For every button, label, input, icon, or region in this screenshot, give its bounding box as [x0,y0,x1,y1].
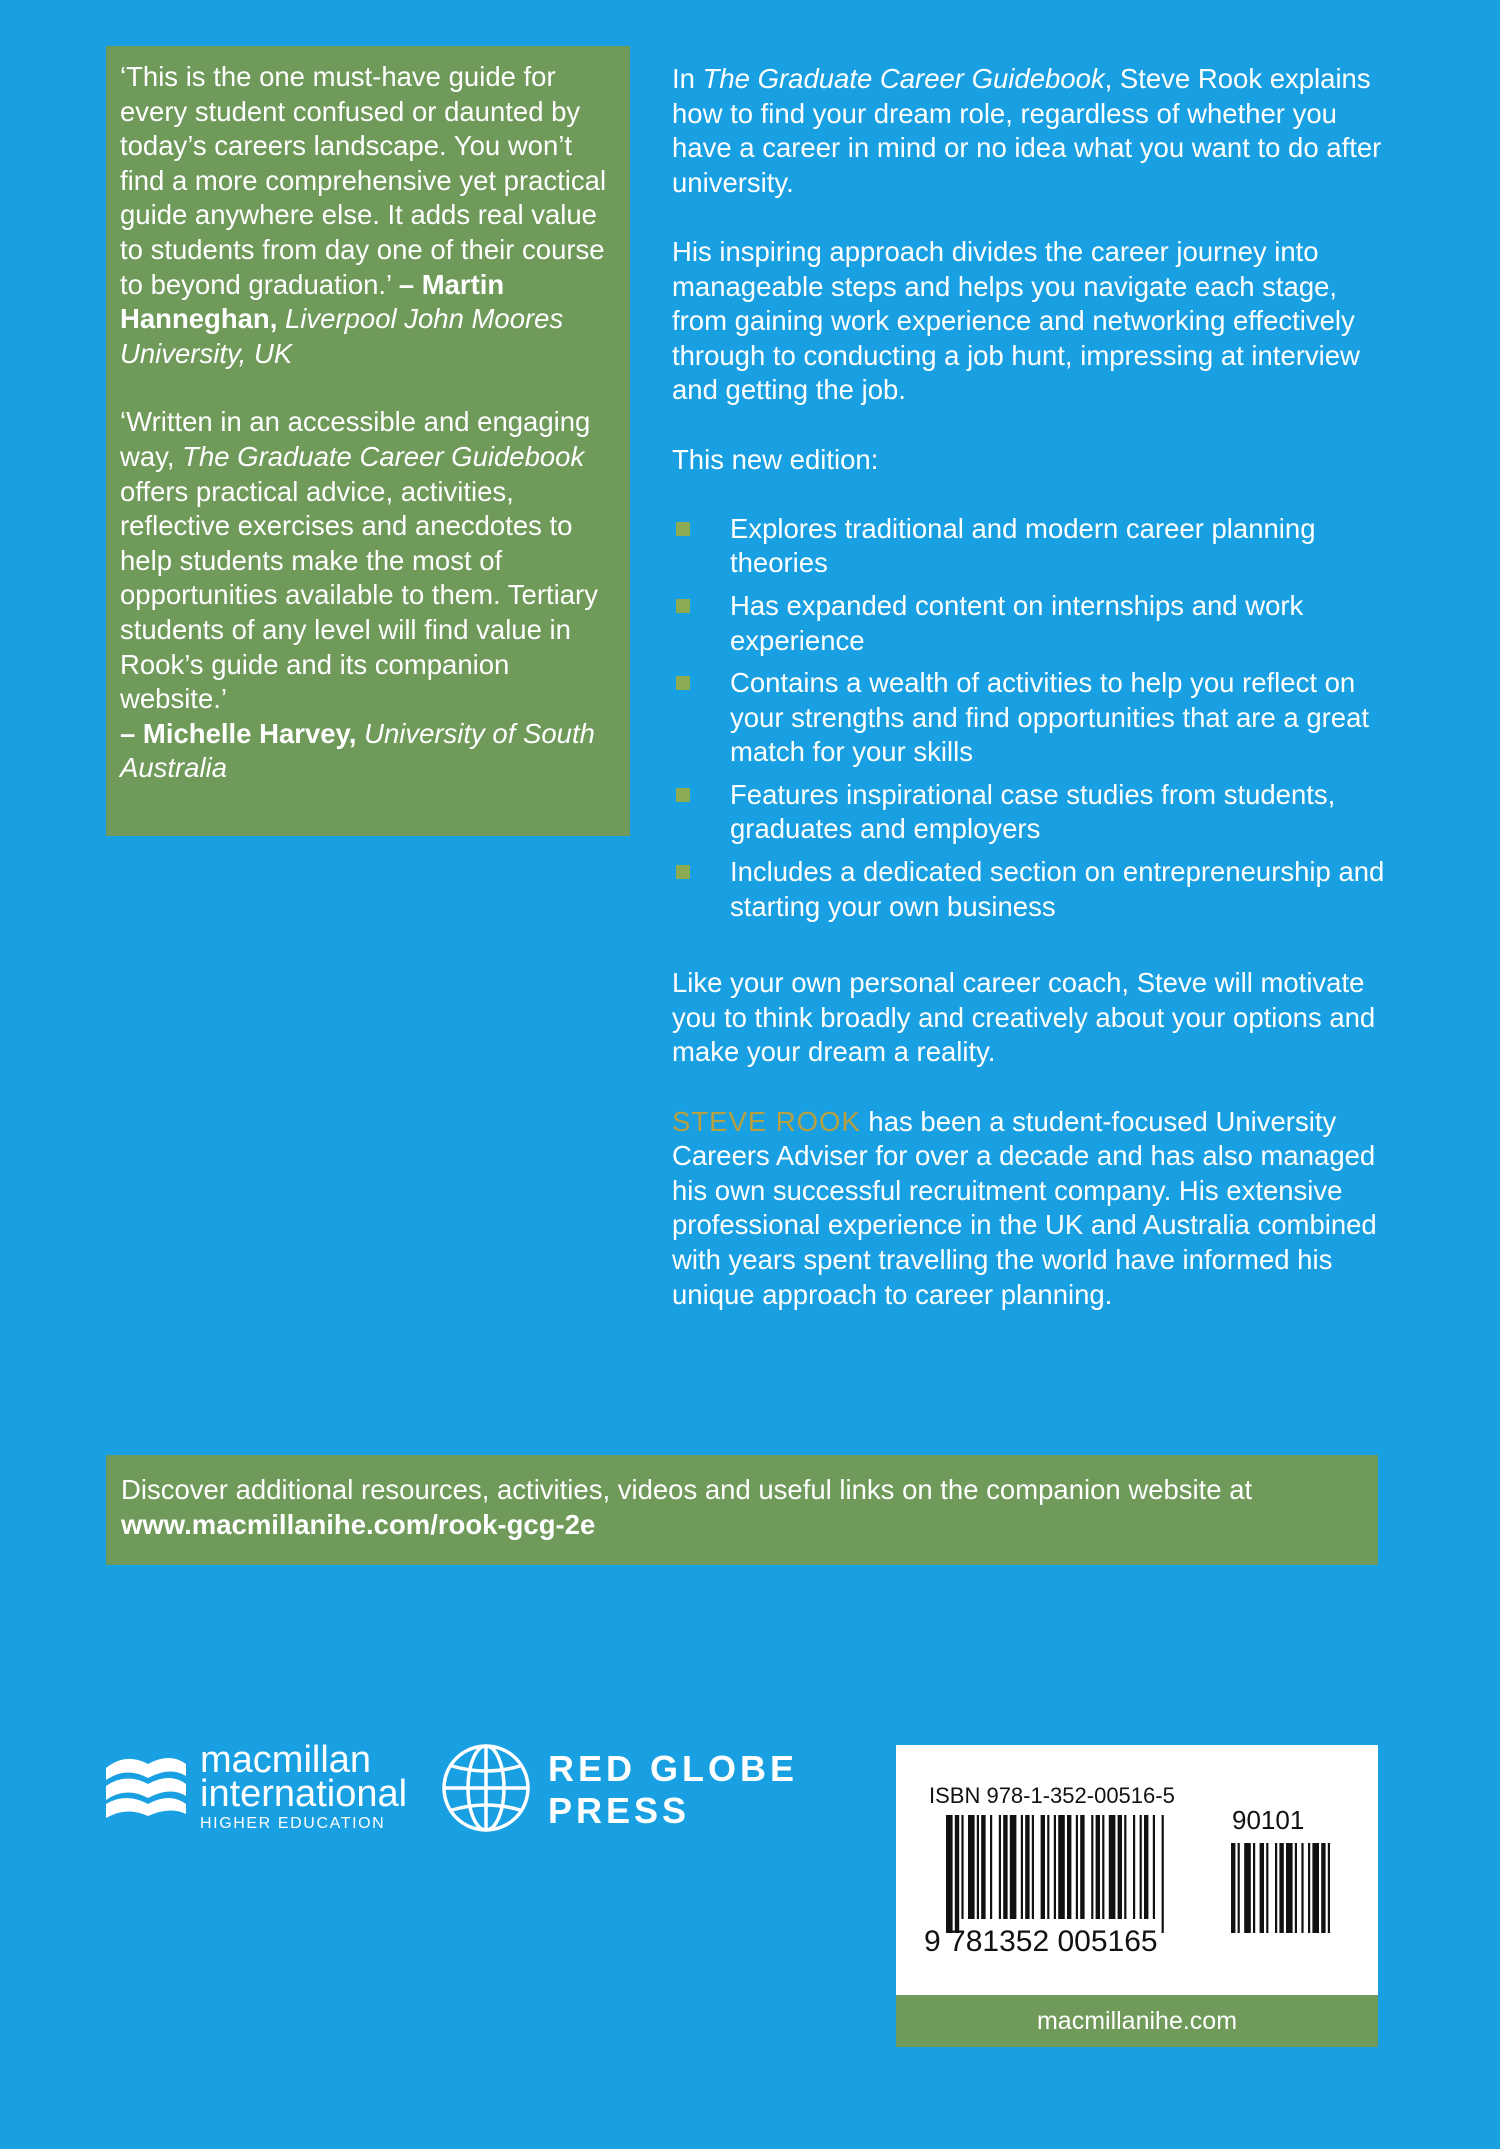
feature-list [672,512,1392,925]
barcode-bar [1140,1815,1142,1919]
list-item-text: Features inspirational case studies from students, graduates and employers [730,778,1336,845]
barcode-panel [896,1745,1378,1995]
coach-paragraph: Like your own personal career coach, Steve will motivate you to think broadly and creatively about your options and make your dream a reality. [672,967,1376,1068]
barcode-bar [955,1815,959,1933]
intro-suffix: , Steve Rook explains how to find your dream role, regardless of whether you have a career in mind or no idea what you want to do after university. [672,63,1382,198]
bullet-square-icon [676,676,690,690]
barcode-addon-bar [1279,1843,1283,1933]
barcode-addon: 90101 [1232,1805,1305,1835]
imprint-line1: RED GLOBE [548,1748,799,1789]
barcode-bar [981,1815,985,1919]
barcode-bar [1091,1815,1093,1919]
barcode-bar [1080,1815,1084,1919]
imprint-line2: PRESS [548,1790,691,1831]
website-banner-text: Discover additional resources, activities, videos and useful links on the companion website at [121,1474,1253,1505]
intro-prefix: In [672,63,703,94]
testimonial-2-text-end: offers practical advice, activities, reflective exercises and anecdotes to help students make the most of opportunities available to them. Tertiary students of any level will find value in Rook’s guide and its companion website.’ [120,475,598,715]
list-item-text: Explores traditional and modern career planning theories [730,512,1316,579]
barcode-bar [1010,1815,1017,1919]
bullet-square-icon [676,865,690,879]
testimonial-2-book-title: The Graduate Career Guidebook [182,440,585,472]
barcode-addon-bar [1231,1843,1235,1933]
imprint-wordmark [548,1748,798,1832]
barcode-bar [968,1815,975,1919]
barcode-addon-bar [1286,1843,1293,1933]
barcode-addon-bar [1244,1843,1251,1933]
barcode-bar [1058,1815,1065,1919]
publisher-wordmark [200,1741,407,1832]
testimonial-2-author: – Michelle Harvey, [120,717,357,749]
bullet-square-icon [676,599,690,613]
barcode-addon-bar [1275,1843,1277,1933]
barcode-bar [1133,1815,1135,1919]
testimonial-1-text: ‘This is the one must-have guide for every student confused or daunted by today’s careers landscape. You won’t find a more comprehensive yet practical guide anywhere else. It adds real value to students from day one of their course to beyond graduation.’ [120,61,607,300]
list-item [672,666,1392,770]
barcode-bar [1124,1815,1126,1919]
edition-label: This new edition: [672,443,879,475]
barcode-bar [977,1815,979,1919]
barcode-bar [961,1815,963,1919]
barcode-bar [1047,1815,1049,1919]
publisher-name-line3: HIGHER EDUCATION [200,1815,386,1832]
intro-book-title: The Graduate Career Guidebook [702,63,1105,94]
companion-website-banner [106,1455,1378,1565]
globe-icon [440,1742,532,1834]
testimonial-1-affiliation: Liverpool John Moores University, UK [120,303,564,369]
barcode-bar [946,1815,953,1933]
description-column [672,62,1392,1347]
barcode-bar [999,1815,1001,1919]
barcode-addon-bar [1253,1843,1255,1933]
testimonials-panel [106,46,630,836]
testimonial-2 [120,405,616,786]
barcode-bar [1054,1815,1056,1919]
publisher-name-line2: international [200,1773,408,1815]
barcode-addon-bar [1301,1843,1303,1933]
barcode-bar [1025,1815,1029,1919]
barcode-bar [990,1815,992,1919]
barcode-bar [1162,1815,1164,1933]
barcode-digits: 9 781352 005165 [924,1925,1158,1958]
barcode-bar [1153,1815,1155,1919]
publisher-name-line1: macmillan [200,1739,372,1781]
barcode-bar [1021,1815,1023,1919]
barcode-bar [1041,1815,1045,1919]
intro-paragraph [672,62,1392,200]
barcode-bar [1118,1815,1122,1919]
list-item-text: Includes a dedicated section on entrepreneurship and starting your own business [730,856,1385,922]
barcode-bar [1109,1815,1116,1919]
barcode-addon-bar [1238,1843,1240,1933]
barcode-addon-bar [1266,1843,1268,1933]
barcode-bar [1144,1815,1148,1919]
author-bio [672,1105,1392,1313]
list-item [672,778,1392,847]
bullet-square-icon [676,788,690,802]
barcode-addon-bar [1308,1843,1310,1933]
barcode-addon-bar [1328,1843,1330,1933]
barcode-bar [1003,1815,1007,1919]
barcode-bar [1067,1815,1071,1919]
footer-site: macmillanihe.com [896,1995,1378,2047]
list-item [672,855,1392,924]
barcode-addon-bar [1312,1843,1319,1933]
bullet-square-icon [676,522,690,536]
isbn-label: ISBN 978-1-352-00516-5 [929,1783,1175,1808]
barcode-bar [1076,1815,1078,1919]
testimonial-2-text-start: ‘Written in an accessible and engaging way, [120,406,591,472]
author-name: STEVE ROOK [672,1105,861,1137]
companion-website-link[interactable]: www.macmillanihe.com/rook-gcg-2e [121,1508,596,1540]
list-item-text: Contains a wealth of activities to help you reflect on your strengths and find opportunities that are a great match for your skills [730,667,1370,768]
testimonial-1 [120,60,616,371]
barcode-bar [1032,1815,1034,1919]
approach-paragraph: His inspiring approach divides the career journey into manageable steps and helps you navigate each stage, from gaining work experience and networking effectively through to conducting a job hunt, impressing at interview and getting the job. [672,235,1360,406]
barcode-addon-bar [1295,1843,1297,1933]
author-bio-text: has been a student-focused University Careers Adviser for over a decade and has also managed his own successful recruitment company. His extensive professional experience in the UK and Australia combined with years spent travelling the world have informed his unique approach to career planning. [672,1105,1377,1310]
list-item [672,512,1392,581]
barcode-bar [1096,1815,1100,1919]
list-item-text: Has expanded content on internships and work experience [730,589,1304,656]
barcode-bar [1102,1815,1104,1919]
testimonial-2-affiliation: University of South Australia [120,717,595,784]
testimonial-1-author: – Martin Hanneghan, [120,268,505,335]
barcode-addon-bar [1321,1843,1325,1933]
list-item [672,589,1392,658]
barcode-addon-bar [1260,1843,1264,1933]
